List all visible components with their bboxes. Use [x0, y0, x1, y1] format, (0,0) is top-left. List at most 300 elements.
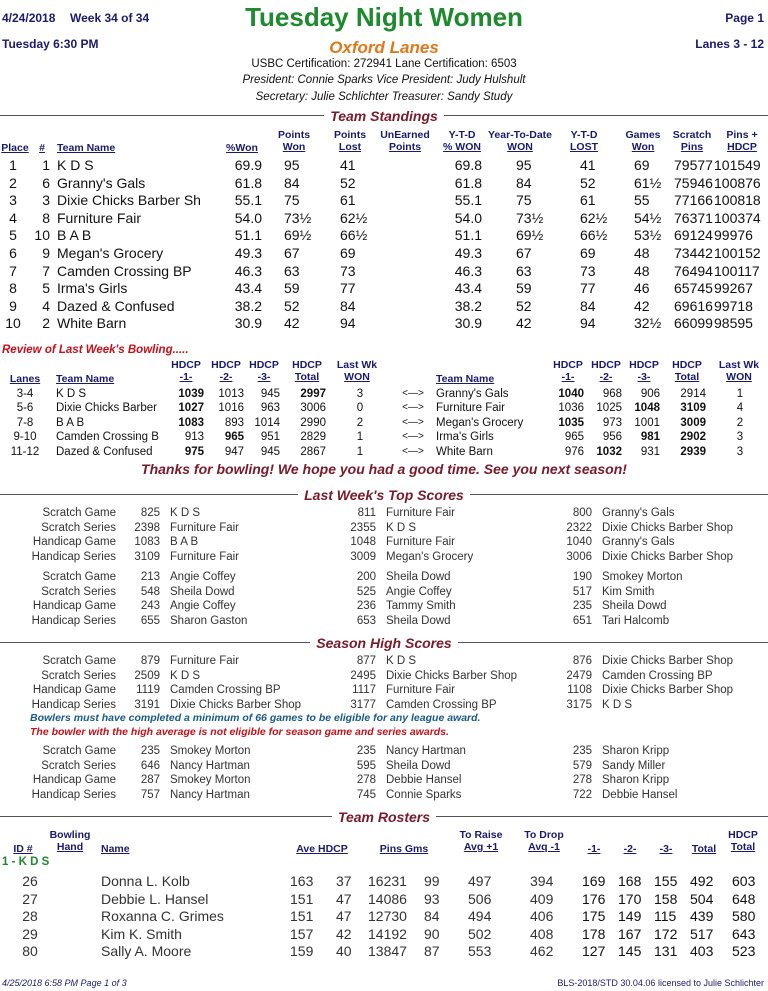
ytd-won: 95: [516, 157, 532, 173]
game-3: 1014: [254, 416, 280, 429]
score-row: [0, 655, 768, 669]
name-3: Dixie Chicks Barber Shop: [602, 550, 734, 563]
lanes: 3-4: [16, 388, 34, 400]
footer-printed: 4/25/2018 6:58 PM Page 1 of 3: [2, 978, 127, 988]
name-1: Angie Coffey: [170, 571, 236, 583]
opp-game-3: 906: [640, 388, 660, 400]
roster-row: [0, 873, 768, 891]
scratch-pins: 77166: [674, 192, 713, 209]
lanes: 7-8: [16, 416, 34, 429]
pct-won: 55.1: [234, 192, 262, 209]
scratch-pins: 65745: [674, 280, 713, 297]
pct-won: 30.9: [234, 315, 262, 332]
opp-game-3: 1001: [634, 416, 660, 429]
series-total: 439: [690, 908, 714, 925]
team-name: White Barn: [57, 315, 127, 332]
bowler-name: Roxanna C. Grimes: [101, 908, 224, 925]
hdcp-total: 523: [732, 943, 756, 960]
value-3: 517: [572, 585, 592, 598]
bowler-id: 28: [22, 908, 38, 925]
top-scores-title: Last Week's Top Scores: [0, 487, 768, 503]
series-total: 504: [690, 890, 714, 907]
ytd-pct-won: 46.3: [454, 262, 482, 279]
score-category: Scratch Series: [41, 669, 116, 682]
standings-row: [0, 157, 768, 175]
game-2: 168: [618, 873, 642, 889]
name-1: K D S: [170, 669, 201, 682]
certification: USBC Certification: 272941 Lane Certification: 6503: [251, 58, 517, 70]
game-3: 172: [654, 925, 678, 942]
name-2: Tammy Smith: [386, 600, 456, 613]
last-week-won: 1: [356, 445, 364, 458]
game-1: 975: [184, 445, 204, 458]
series-total: 403: [690, 943, 714, 960]
score-row: [0, 586, 768, 600]
value-1: 879: [140, 655, 160, 667]
team-name: K D S: [57, 157, 94, 173]
pct-won: 51.1: [234, 227, 262, 244]
value-2: 877: [356, 655, 376, 667]
value-3: 235: [572, 745, 592, 757]
opp-game-3: 1048: [634, 402, 660, 415]
season-high-title: Season High Scores: [0, 635, 768, 651]
score-row: [0, 551, 768, 565]
game-1: 169: [582, 873, 606, 889]
pins-plus-hdcp: 99718: [714, 297, 753, 314]
game-2: 1013: [218, 388, 244, 400]
value-2: 653: [356, 614, 376, 627]
name-1: Nancy Hartman: [170, 759, 250, 772]
series-total: 2990: [300, 416, 326, 429]
game-3: 945: [260, 388, 280, 400]
pins: 12730: [368, 908, 407, 925]
name-1: Dixie Chicks Barber Shop: [170, 698, 302, 711]
standings-row: [0, 192, 768, 210]
pct-won: 54.0: [234, 209, 262, 226]
officers-line-2: Secretary: Julie Schlichter Treasurer: Sandy Study: [255, 91, 513, 103]
versus-arrow: <—>: [402, 431, 424, 443]
pct-won: 38.2: [234, 297, 262, 314]
name-3: Debbie Hansel: [602, 788, 678, 801]
day-time: Tuesday 6:30 PM: [2, 37, 99, 51]
center-name: Oxford Lanes: [329, 38, 439, 57]
name-1: Furniture Fair: [170, 550, 240, 563]
name-3: Camden Crossing BP: [602, 669, 713, 682]
game-3: 951: [260, 431, 280, 444]
pins-plus-hdcp: 100374: [714, 209, 761, 226]
name-1: Nancy Hartman: [170, 788, 250, 801]
to-raise: 553: [468, 943, 492, 960]
name-3: Sandy Miller: [602, 759, 666, 772]
ytd-lost: 66½: [580, 227, 608, 244]
bowler-name: Kim K. Smith: [101, 925, 182, 942]
opp-last-week-won: 4: [736, 402, 744, 415]
ytd-lost: 62½: [580, 209, 608, 226]
name-3: Dixie Chicks Barber Shop: [602, 521, 734, 534]
value-3: 2322: [566, 521, 592, 534]
value-2: 595: [356, 759, 376, 772]
ytd-lost: 41: [580, 157, 596, 173]
review-row: [0, 388, 768, 402]
ytd-lost: 84: [580, 297, 596, 314]
games-won: 46: [634, 280, 650, 297]
bowler-id: 26: [22, 873, 38, 889]
score-row: [0, 600, 768, 614]
opp-last-week-won: 3: [736, 431, 744, 444]
points-lost: 73: [340, 262, 356, 279]
opponent-name: White Barn: [436, 445, 493, 458]
game-2: 1016: [218, 402, 244, 415]
hdcp-total: 648: [732, 890, 756, 907]
name-1: B A B: [170, 536, 199, 549]
standings-title: Team Standings: [0, 108, 768, 124]
opp-series-total: 3109: [680, 402, 706, 415]
place: 4: [9, 209, 17, 226]
pct-won: 61.8: [234, 174, 262, 191]
name-2: Camden Crossing BP: [386, 698, 497, 711]
to-raise: 494: [468, 908, 492, 925]
pins-plus-hdcp: 100152: [714, 245, 761, 261]
ytd-pct-won: 54.0: [454, 209, 482, 226]
ytd-pct-won: 51.1: [454, 227, 482, 244]
name-3: Smokey Morton: [602, 571, 683, 583]
series-total: 2829: [300, 431, 326, 444]
value-3: 579: [572, 759, 592, 772]
ytd-pct-won: 55.1: [454, 192, 482, 209]
last-week-won: 2: [356, 416, 364, 429]
average: 151: [290, 908, 314, 925]
bowler-name: Debbie L. Hansel: [101, 890, 209, 907]
ytd-pct-won: 30.9: [454, 315, 482, 332]
value-3: 800: [572, 507, 592, 519]
hdcp-total: 603: [732, 873, 756, 889]
ytd-won: 63: [516, 262, 532, 279]
value-1: 243: [140, 600, 160, 613]
last-week-won: 1: [356, 431, 364, 444]
games: 99: [424, 873, 440, 889]
scratch-pins: 66099: [674, 315, 713, 332]
points-lost: 41: [340, 157, 356, 173]
game-2: 149: [618, 908, 642, 925]
game-1: 1083: [178, 416, 204, 429]
ytd-lost: 77: [580, 280, 596, 297]
games-won: 32½: [634, 315, 662, 332]
score-row: [0, 699, 768, 713]
score-category: Scratch Game: [42, 507, 116, 519]
average: 157: [290, 925, 314, 942]
ytd-pct-won: 38.2: [454, 297, 482, 314]
score-category: Handicap Series: [31, 698, 116, 711]
games-won: 48: [634, 245, 650, 261]
place: 9: [9, 297, 17, 314]
bowler-id: 80: [22, 943, 38, 960]
name-1: Angie Coffey: [170, 600, 236, 613]
name-1: Furniture Fair: [170, 655, 240, 667]
name-1: Smokey Morton: [170, 774, 251, 787]
ytd-won: 84: [516, 174, 532, 191]
pins-plus-hdcp: 98595: [714, 315, 753, 332]
name-2: Furniture Fair: [386, 684, 456, 697]
ytd-pct-won: 49.3: [454, 245, 482, 261]
opp-last-week-won: 3: [736, 445, 744, 458]
place: 2: [9, 174, 17, 191]
team-name: Camden Crossing B: [56, 431, 159, 444]
ytd-won: 59: [516, 280, 532, 297]
team-name: Dixie Chicks Barber: [56, 402, 157, 415]
place: 8: [9, 280, 17, 297]
pins: 14086: [368, 890, 407, 907]
lanes: 9-10: [13, 431, 37, 444]
points-won: 67: [284, 245, 300, 261]
value-2: 235: [356, 745, 376, 757]
games-won: 55: [634, 192, 650, 209]
review-row: [0, 431, 768, 445]
versus-arrow: <—>: [402, 416, 424, 428]
game-2: 893: [224, 416, 244, 429]
value-2: 1117: [352, 684, 376, 697]
game-1: 1027: [178, 402, 204, 415]
roster-row: [0, 908, 768, 926]
score-category: Scratch Game: [42, 571, 116, 583]
opp-series-total: 2939: [680, 445, 706, 458]
name-2: Connie Sparks: [386, 788, 462, 801]
value-1: 235: [140, 745, 160, 757]
points-won: 59: [284, 280, 300, 297]
to-raise: 506: [468, 890, 492, 907]
ytd-won: 75: [516, 192, 532, 209]
report-date: 4/24/2018: [2, 11, 56, 25]
lanes-range: Lanes 3 - 12: [695, 37, 764, 51]
games: 84: [424, 908, 440, 925]
to-raise: 502: [468, 925, 492, 942]
versus-arrow: <—>: [402, 445, 424, 457]
points-lost: 66½: [340, 227, 368, 244]
name-1: Camden Crossing BP: [170, 684, 281, 697]
value-1: 548: [140, 585, 160, 598]
team-name: Dazed & Confused: [56, 445, 153, 458]
team-number: 6: [42, 174, 50, 191]
name-3: Sheila Dowd: [602, 600, 667, 613]
game-1: 913: [184, 431, 204, 444]
value-3: 3006: [566, 550, 592, 563]
games: 90: [424, 925, 440, 942]
scratch-pins: 69124: [674, 227, 713, 244]
value-2: 278: [356, 774, 376, 787]
eligibility-note: Bowlers must have completed a minimum of 66 games to be eligible for any league award.: [30, 712, 481, 724]
name-2: Sheila Dowd: [386, 759, 451, 772]
score-category: Scratch Series: [41, 521, 116, 534]
team-number: 8: [42, 209, 50, 226]
handicap: 37: [336, 873, 352, 889]
opp-last-week-won: 1: [736, 388, 744, 400]
value-1: 1119: [136, 684, 160, 697]
value-2: 525: [356, 585, 376, 598]
opp-game-1: 976: [564, 445, 584, 458]
points-lost: 61: [340, 192, 356, 209]
value-3: 651: [572, 614, 592, 627]
game-1: 127: [582, 943, 606, 960]
value-2: 1048: [350, 536, 376, 549]
average: 163: [290, 873, 314, 889]
name-1: Smokey Morton: [170, 745, 251, 757]
team-name: Dazed & Confused: [57, 297, 175, 314]
ytd-won: 42: [516, 315, 532, 332]
average: 159: [290, 943, 314, 960]
place: 7: [9, 262, 17, 279]
points-lost: 94: [340, 315, 356, 332]
name-3: Sharon Kripp: [602, 745, 670, 757]
roster-row: [0, 891, 768, 909]
games-won: 54½: [634, 209, 662, 226]
name-2: Furniture Fair: [386, 536, 456, 549]
score-row: [0, 760, 768, 774]
points-won: 95: [284, 157, 300, 173]
score-row: [0, 615, 768, 629]
standings-row: [0, 210, 768, 228]
value-2: 745: [356, 788, 376, 801]
name-2: K D S: [386, 655, 417, 667]
standings-row: [0, 227, 768, 245]
games-won: 48: [634, 262, 650, 279]
name-3: Dixie Chicks Barber Shop: [602, 684, 734, 697]
score-category: Handicap Game: [32, 536, 116, 549]
value-1: 655: [140, 614, 160, 627]
page-number: Page 1: [725, 11, 764, 25]
ytd-lost: 52: [580, 174, 596, 191]
handicap: 47: [336, 890, 352, 907]
value-1: 3109: [134, 550, 160, 563]
versus-arrow: <—>: [402, 402, 424, 414]
value-3: 1108: [567, 684, 592, 697]
opponent-name: Granny's Gals: [436, 388, 509, 400]
value-3: 278: [572, 774, 592, 787]
team-number: 1: [42, 157, 50, 173]
games-won: 42: [634, 297, 650, 314]
team-name: Dixie Chicks Barber Sh: [57, 192, 201, 209]
value-1: 825: [140, 507, 160, 519]
name-2: Angie Coffey: [386, 585, 452, 598]
standings-row: [0, 263, 768, 281]
opp-game-1: 1036: [558, 402, 584, 415]
versus-arrow: <—>: [402, 388, 424, 399]
points-won: 69½: [284, 227, 312, 244]
game-1: 178: [582, 925, 606, 942]
pct-won: 46.3: [234, 262, 262, 279]
to-raise: 497: [468, 873, 492, 889]
scratch-pins: 76371: [674, 209, 713, 226]
points-lost: 52: [340, 174, 356, 191]
standings-row: [0, 280, 768, 298]
to-drop: 406: [530, 908, 554, 925]
score-category: Scratch Game: [42, 655, 116, 667]
ytd-won: 73½: [516, 209, 544, 226]
game-3: 945: [260, 445, 280, 458]
opp-series-total: 3009: [680, 416, 706, 429]
games: 87: [424, 943, 440, 960]
scratch-pins: 79577: [674, 157, 713, 173]
ytd-lost: 61: [580, 192, 596, 209]
game-2: 170: [618, 890, 642, 907]
games-won: 69: [634, 157, 650, 173]
ytd-won: 67: [516, 245, 532, 261]
to-drop: 394: [530, 873, 554, 889]
name-3: Granny's Gals: [602, 507, 675, 519]
hdcp-total: 580: [732, 908, 756, 925]
standings-row: [0, 245, 768, 263]
value-3: 1040: [566, 536, 592, 549]
game-2: 965: [224, 431, 244, 444]
place: 5: [9, 227, 17, 244]
high-average-note: The bowler with the high average is not eligible for season game and series awards.: [30, 726, 449, 738]
value-2: 811: [357, 507, 376, 519]
pins-plus-hdcp: 100818: [714, 192, 761, 209]
pins-plus-hdcp: 100876: [714, 174, 761, 191]
bowler-name: Sally A. Moore: [101, 943, 192, 960]
review-row: [0, 446, 768, 460]
score-row: [0, 789, 768, 803]
game-3: 115: [654, 908, 677, 925]
handicap: 47: [336, 908, 352, 925]
ytd-won: 69½: [516, 227, 544, 244]
points-won: 75: [284, 192, 300, 209]
scratch-pins: 69616: [674, 297, 713, 314]
scratch-pins: 75946: [674, 174, 713, 191]
name-3: Tari Halcomb: [602, 614, 670, 627]
value-3: 235: [572, 600, 592, 613]
series-total: 2867: [300, 445, 326, 458]
score-row: [0, 571, 768, 585]
value-2: 200: [356, 571, 376, 583]
game-3: 158: [654, 890, 678, 907]
points-lost: 62½: [340, 209, 368, 226]
bowler-id: 29: [22, 925, 38, 942]
ytd-pct-won: 69.8: [454, 157, 482, 173]
bowler-name: Donna L. Kolb: [101, 873, 190, 889]
team-name: B A B: [56, 416, 85, 429]
name-3: Dixie Chicks Barber Shop: [602, 655, 734, 667]
pins-plus-hdcp: 99976: [714, 227, 753, 244]
to-drop: 408: [530, 925, 554, 942]
to-drop: 462: [530, 943, 554, 960]
game-1: 1039: [178, 388, 204, 400]
name-2: Furniture Fair: [386, 507, 456, 519]
name-1: Sharon Gaston: [170, 614, 248, 627]
team-name: Furniture Fair: [57, 209, 142, 226]
value-2: 3009: [350, 550, 376, 563]
league-title: Tuesday Night Women: [245, 2, 523, 32]
review-row: [0, 402, 768, 416]
team-name: Megan's Grocery: [57, 245, 164, 261]
value-3: 2479: [566, 669, 592, 682]
standings-row: [0, 298, 768, 316]
game-2: 167: [618, 925, 642, 942]
roster-team-label: 1 - K D S: [2, 856, 50, 868]
score-category: Handicap Series: [31, 550, 116, 563]
name-2: Dixie Chicks Barber Shop: [386, 669, 518, 682]
rosters-title: Team Rosters: [0, 809, 768, 825]
score-category: Handicap Game: [32, 774, 116, 787]
score-row: [0, 774, 768, 788]
points-lost: 69: [340, 245, 356, 261]
value-2: 2355: [350, 521, 376, 534]
game-1: 176: [582, 890, 606, 907]
last-week-won: 0: [356, 402, 364, 415]
thanks-message: Thanks for bowling! We hope you had a good time. See you next season!: [141, 461, 627, 477]
score-category: Scratch Series: [41, 585, 116, 598]
team-name: K D S: [56, 388, 87, 400]
game-3: 131: [654, 943, 678, 960]
value-1: 3191: [134, 698, 160, 711]
